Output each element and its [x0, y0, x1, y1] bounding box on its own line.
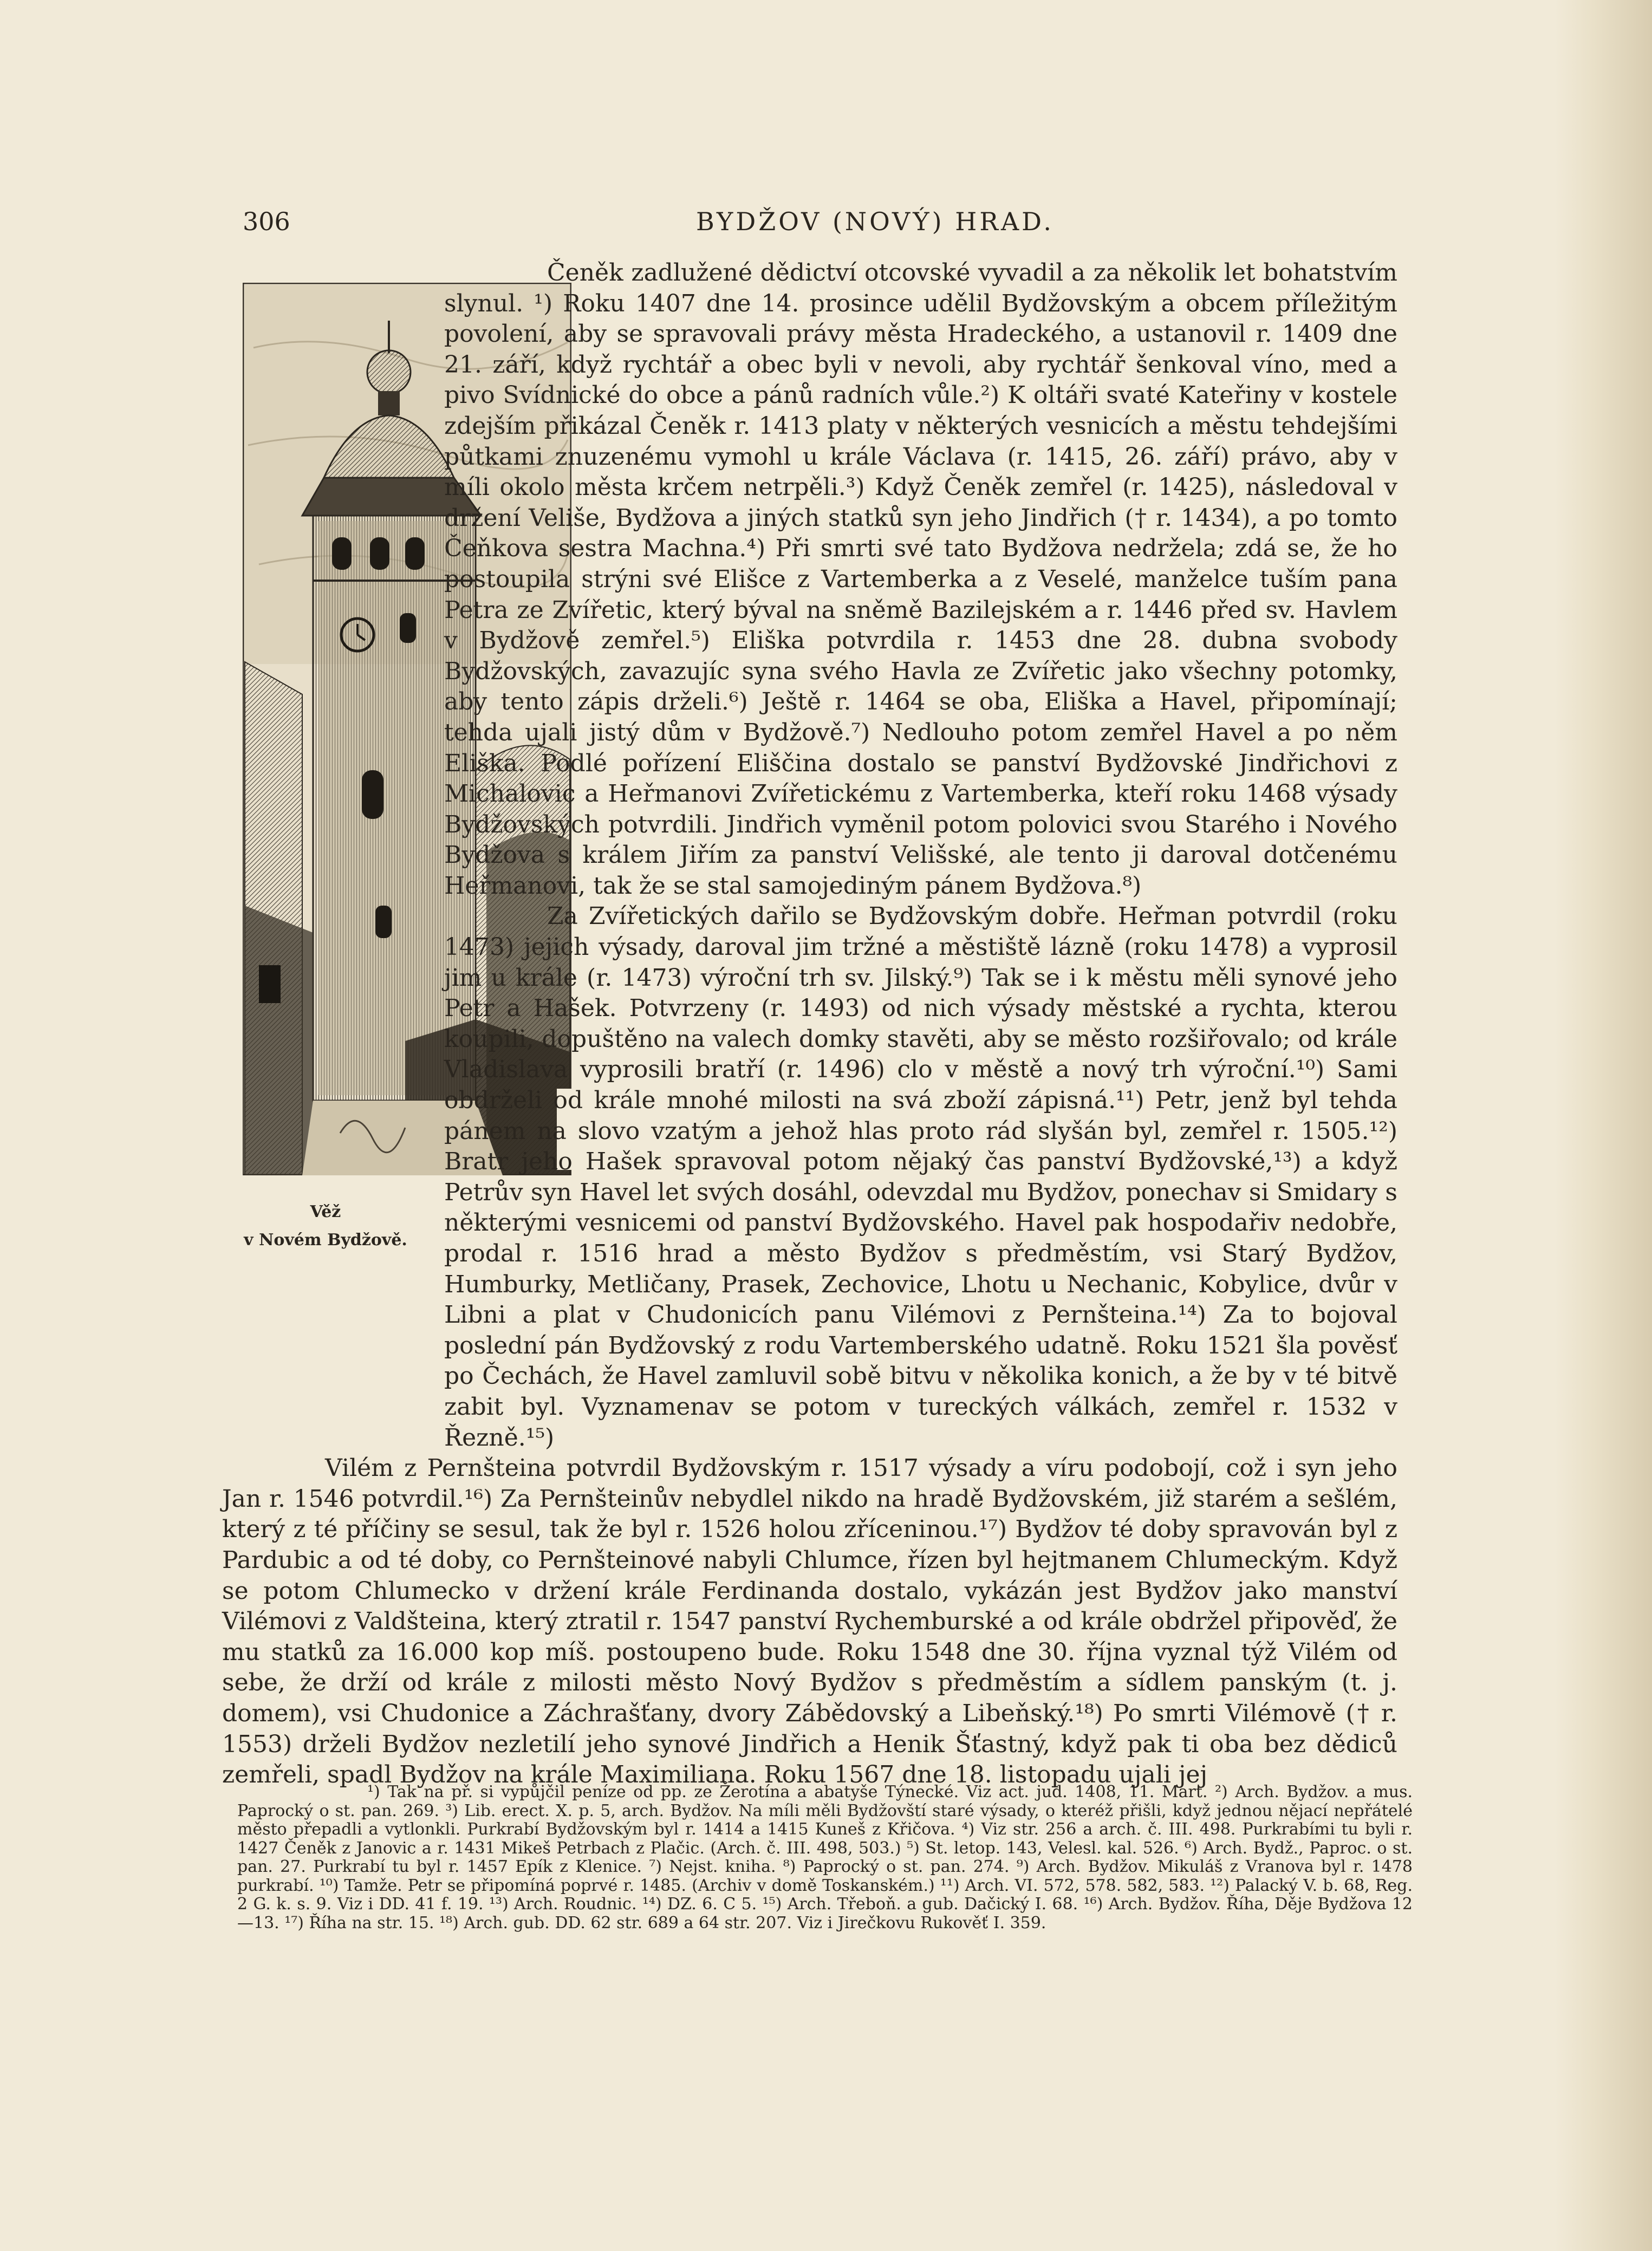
page-number: 306 [243, 207, 290, 236]
paragraph-3: Vilém z Pernšteina potvrdil Bydžovským r. 1517 výsady a víru podobojí, což i syn jeho Jan r. 1546 potvrdil.¹⁶) Za Pernšteinův nebydlel nikdo na hradě Bydžovském, již starém a sešlém, který z té příčiny se sesul, tak že byl r. 1526 holou zříceninou.¹⁷) Bydžov té doby spravován byl z Pardubic a od té doby, co Pernšteinové nabyli Chlumce, řízen byl hejtmanem Chlumeckým. Když se potom Chlumecko v držení krále Ferdinanda dostalo, vykázán jest Bydžov jako manství Vilémovi z Valdšteina, který ztratil r. 1547 panství Rychemburské a od krále obdržel připověď, že mu statků za 16.000 kop míš. postoupeno bude. Roku 1548 dne 30. října vyznal týž Vilém od sebe, že drží od krále z milosti město Nový Bydžov s předměstím a sídlem panským (t. j. domem), vsi Chudonice a Záchrašťany, dvory Zábědovský a Libeňský.¹⁸) Po smrti Vilémově († r. 1553) drželi Bydžov nezletilí jeho synové Jindřich a Henik Šťastný, když pak ti oba bez dědiců zemřeli, spadl Bydžov na krále Maximiliana. Roku 1567 dne 18. listopadu ujali jej [222, 1454, 1397, 1789]
footnote-block: ¹) Tak na př. si vypůjčil peníze od pp. ze Žerotína a abatyše Týnecké. Viz act. jud. 1408, 11. Mart. ²) Arch. Bydžov. a mus. Paprocký o st. pan. 269. ³) Lib. erect. X. p. 5, arch. Bydžov. Na míli měli Bydžovští staré výsady, o kteréž přišli, když jednou nějací nepřátelé město přepadli a vytlonkli. Purkrabí Bydžovským byl r. 1414 a 1415 Kuneš z Křičova. ⁴) Viz str. 256 a arch. č. III. 498. Purkrabími tu byli r. 1427 Čeněk z Janovic a r. 1431 Mikeš Petrbach z Plačic. (Arch. č. III. 498, 503.) ⁵) St. letop. 143, Velesl. kal. 526. ⁶) Arch. Bydž., Paproc. o st. pan. 27. Purkrabí tu byl r. 1457 Epík z Klenice. ⁷) Nejst. kniha. ⁸) Paprocký o st. pan. 274. ⁹) Arch. Bydžov. Mikuláš z Vranova byl r. 1478 purkrabí. ¹⁰) Tamže. Petr se připomíná poprvé r. 1485. (Archiv v domě Toskanském.) ¹¹) Arch. VI. 572, 578. 582, 583. ¹²) Palacký V. b. 68, Reg. 2 G. k. s. 9. Viz i DD. 41 f. 19. ¹³) Arch. Roudnic. ¹⁴) DZ. 6. C 5. ¹⁵) Arch. Třeboň. a gub. Dačický I. 68. ¹⁶) Arch. Bydžov. Říha, Děje Bydžova 12—13. ¹⁷) Říha na str. 15. ¹⁸) Arch. gub. DD. 62 str. 689 a 64 str. 207. Viz i Jirečkovu Rukověť I. 359. [237, 1782, 1413, 1933]
page-edge-shadow [1555, 0, 1652, 2251]
paragraph-2: Za Zvířetických dařilo se Bydžovským dobře. Heřman potvrdil (roku 1473) jejich výsady, daroval jim tržné a městiště lázně (roku 1478) a vyprosil jim u krále (r. 1473) výroční trh sv. Jilský.⁹) Tak se i k městu měli synové jeho Petr a Hašek. Potvrzeny (r. 1493) od nich výsady městské a rychta, kterou koupili, dopuštěno na valech domky stavěti, aby se město rozšiřovalo; od krále Vladislava vyprosili bratří (r. 1496) clo v městě a nový trh výroční.¹⁰) Sami obdrželi od krále mnohé milosti na svá zboží zápisná.¹¹) Petr, jenž byl tehda pánem na slovo vzatým a jehož hlas proto rád slyšán byl, zemřel r. 1505.¹²) Bratr jeho Hašek spravoval potom nějaký čas panství Bydžovské,¹³) a když Petrův syn Havel let svých dosáhl, odevzdal mu Bydžov, ponechav si Smidary s některými vesnicemi od panství Bydžovského. Havel pak hospodařiv nedobře, prodal r. 1516 hrad a město Bydžov s předměstím, vsi Starý Bydžov, Humburky, Metličany, Prasek, Zechovice, Lhotu u Nechanic, Kobylice, dvůr v Libni a plat v Chudonicích panu Vilémovi z Pernšteina.¹⁴) Za to bojoval poslední pán Bydžovský z rodu Vartemberského udatně. Roku 1521 šla pověsť po Čechách, že Havel zamluvil sobě bitvu v několika konich, a že by v té bitvě zabit byl. Vyznamenav se potom v tureckých válkách, zemřel r. 1532 v Řezně.¹⁵) [444, 902, 1397, 1452]
caption-line-2: v Novém Bydžově. [244, 1231, 407, 1250]
paragraph-1: Čeněk zadlužené dědictví otcovské vyvadil a za několik let bohatstvím slynul. ¹) Roku 1407 dne 14. prosince udělil Bydžovským a obcem příležitým povolení, aby se spravovali právy města Hradeckého, a ustanovil r. 1409 dne 21. září, když rychtář a obec byli v nevoli, aby rychtář šenkoval víno, med a pivo Svídnické do obce a pánů radních vůle.²) K oltáři svaté Kateřiny v kostele zdejším přikázal Čeněk r. 1413 platy v některých vesnicích a městu tehdejšími půtkami znuzenému vymohl u krále Václava (r. 1415, 26. září) právo, aby v míli okolo města krčem netrpěli.³) Když Čeněk zemřel (r. 1425), následoval v držení Veliše, Bydžova a jiných statků syn jeho Jindřich († r. 1434), a po tomto Čeňkova sestra Machna.⁴) Při smrti své tato Bydžova nedržela; zdá se, že ho postoupila strýni své Elišce z Vartemberka a z Veselé, manželce tuším pana Petra ze Zvířetic, který býval na sněmě Bazilejském a r. 1446 před sv. Havlem v Bydžově zemřel.⁵) Eliška potvrdila r. 1453 dne 28. dubna svobody Bydžovských, zavazujíc syna svého Havla ze Zvířetic jako všechny potomky, aby tento zápis drželi.⁶) Ještě r. 1464 se oba, Eliška a Havel, připomínají; tehda ujali jistý dům v Bydžově.⁷) Nedlouho potom zemřel Havel a po něm Eliška. Podlé pořízení Eliščina dostalo se panství Bydžovské Jindřichovi z Michalovic a Heřmanovi Zvířetickému z Vartemberka, kteří roku 1468 výsady Bydžovských potvrdili. Jindřich vyměnil potom polovici svou Starého i Nového Bydžova s králem Jiřím za panství Velišské, ale tento ji daroval dotčenému Heřmanovi, tak že se stal samojediným pánem Bydžova.⁸) [444, 259, 1397, 900]
footnotes [237, 1783, 1413, 1933]
figure-caption [236, 1198, 415, 1254]
caption-line-1: Věž [310, 1202, 341, 1221]
running-head: BYDŽOV (NOVÝ) HRAD. [696, 207, 1055, 236]
